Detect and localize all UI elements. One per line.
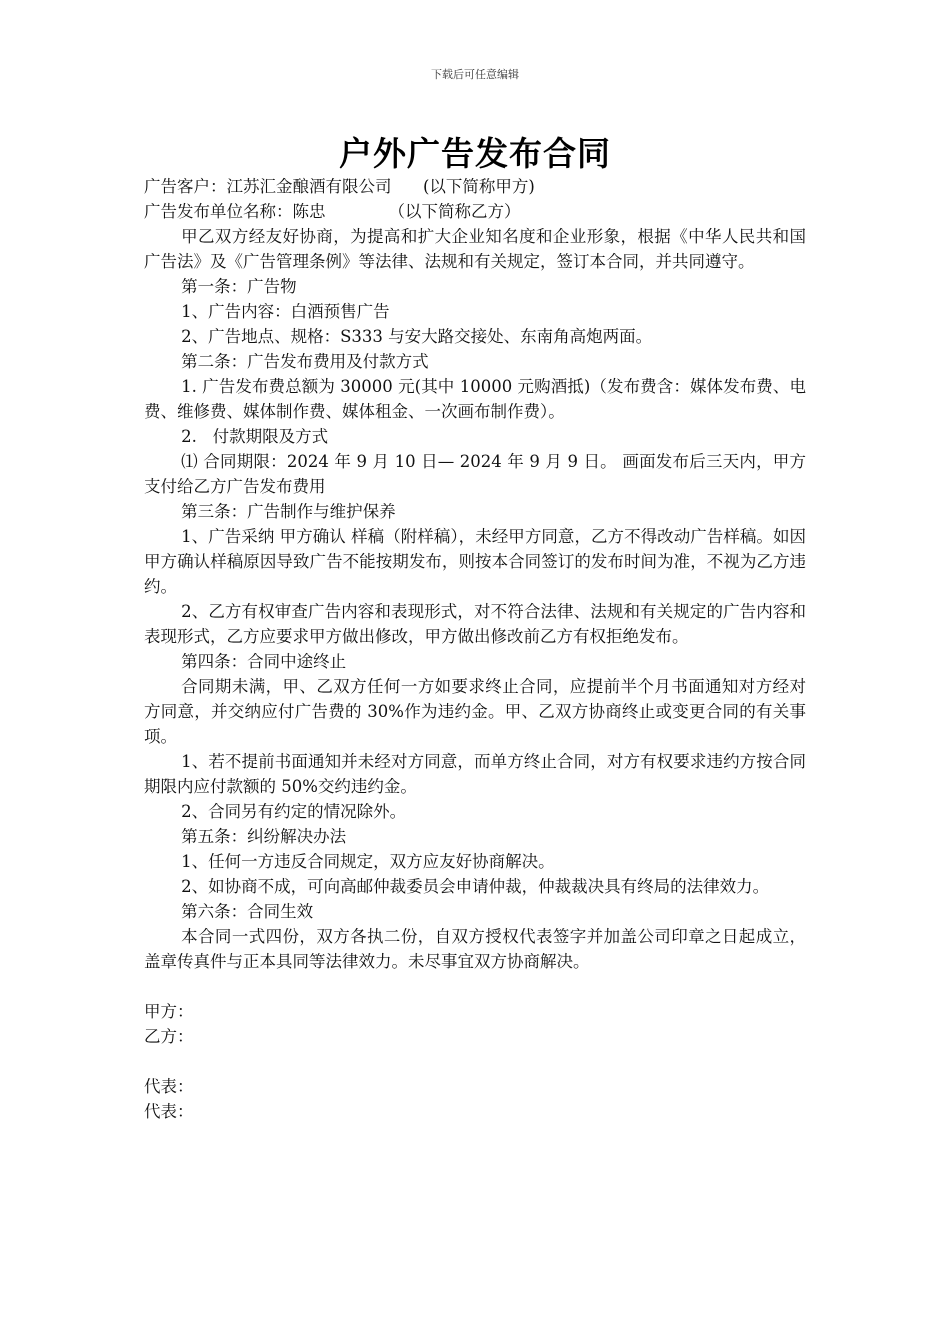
article2-heading: 第二条：广告发布费用及付款方式 (181, 352, 429, 371)
article1-item2: 2、广告地点、规格：S333 与安大路交接处、东南角高炮两面。 (181, 327, 653, 346)
article5-heading: 第五条：纠纷解决办法 (181, 827, 347, 846)
article3-heading: 第三条：广告制作与维护保养 (181, 502, 396, 521)
article5-item2: 2、如协商不成，可向高邮仲裁委员会申请仲裁，仲裁裁决具有终局的法律效力。 (181, 877, 770, 896)
signature-rep-b: 代表： (144, 1102, 194, 1121)
article6-paragraph: 本合同一式四份，双方各执二份，自双方授权代表签字并加盖公司印章之日起成立，盖章传真件与正本具同等法律效力。未尽事宜双方协商解决。 (144, 927, 806, 971)
article2-item2-sub: ⑴ 合同期限：2024 年 9 月 10 日— 2024 年 9 月 9 日。 画面发布后三天内，甲方支付给乙方广告发布费用 (144, 452, 806, 496)
article3-item2: 2、乙方有权审查广告内容和表现形式，对不符合法律、法规和有关规定的广告内容和表现形式，乙方应要求甲方做出修改，甲方做出修改前乙方有权拒绝发布。 (144, 602, 806, 646)
preamble-paragraph: 甲乙双方经友好协商，为提高和扩大企业知名度和企业形象，根据《中华人民共和国广告法》及《广告管理条例》等法律、法规和有关规定，签订本合同，并共同遵守。 (144, 227, 806, 271)
article2-item2: 2. 付款期限及方式 (181, 427, 329, 446)
article4-item2: 2、合同另有约定的情况除外。 (181, 802, 407, 821)
article4-heading: 第四条：合同中途终止 (181, 652, 347, 671)
header-note: 下载后可任意编辑 (431, 68, 519, 81)
article1-item1: 1、广告内容：白酒预售广告 (181, 302, 390, 321)
signature-rep-a: 代表： (144, 1077, 194, 1096)
article2-item1: 1. 广告发布费总额为 30000 元(其中 10000 元购酒抵)（发布费含：媒体发布费、电费、维修费、媒体制作费、媒体租金、一次画布制作费）。 (144, 377, 806, 421)
article3-item1: 1、广告采纳 甲方确认 样稿（附样稿），未经甲方同意，乙方不得改动广告样稿。如因甲方确认样稿原因导致广告不能按期发布，则按本合同签订的发布时间为准，不视为乙方违约。 (144, 527, 806, 596)
client-line: 广告客户：江苏汇金酿酒有限公司 (以下简称甲方) (144, 177, 535, 196)
signature-party-a: 甲方： (144, 1002, 194, 1021)
article4-item1: 1、若不提前书面通知并未经对方同意，而单方终止合同，对方有权要求违约方按合同期限内应付款额的 50%交约违约金。 (144, 752, 806, 796)
article5-item1: 1、任何一方违反合同规定，双方应友好协商解决。 (181, 852, 555, 871)
article4-paragraph: 合同期未满，甲、乙双方任何一方如要求终止合同，应提前半个月书面通知对方经对方同意，并交纳应付广告费的 30%作为违约金。甲、乙双方协商终止或变更合同的有关事项。 (144, 677, 806, 746)
contract-body (144, 174, 806, 1124)
spacer (144, 974, 806, 999)
document-title: 户外广告发布合同 (339, 134, 611, 173)
signature-party-b: 乙方： (144, 1027, 194, 1046)
publisher-line: 广告发布单位名称：陈忠 （以下简称乙方） (144, 202, 521, 221)
article1-heading: 第一条：广告物 (181, 277, 297, 296)
spacer (144, 1049, 806, 1074)
article6-heading: 第六条：合同生效 (181, 902, 314, 921)
